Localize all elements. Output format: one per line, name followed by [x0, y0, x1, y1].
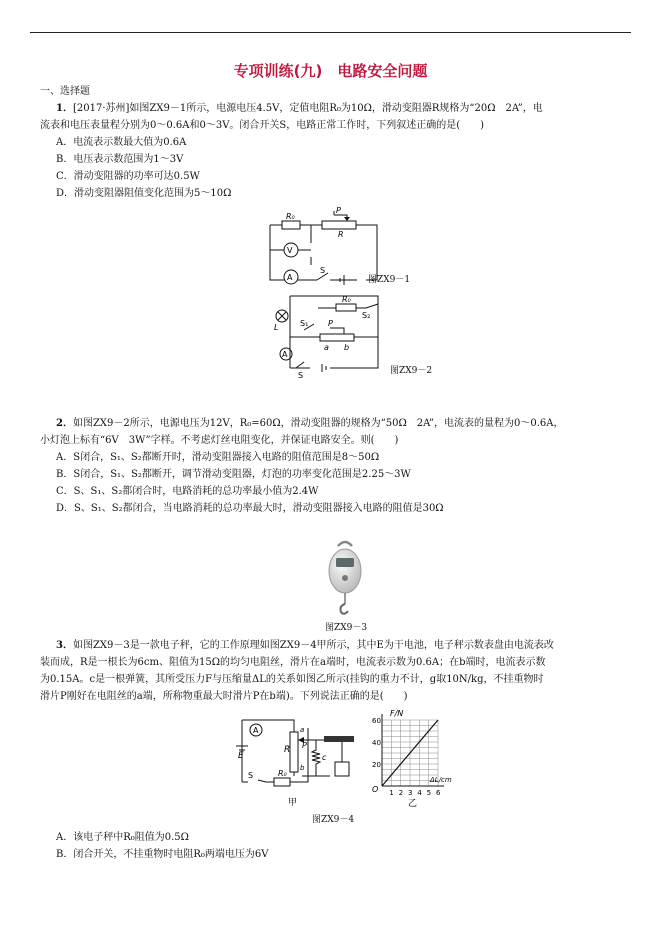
label-r: R: [338, 230, 344, 239]
q1-line-1: 1．[2017·苏州]如图ZX9－1所示，电源电压4.5V，定值电阻R₀为10Ω，滑动变阻器R规格为“20Ω 2A”，电: [56, 103, 543, 114]
ammeter-icon-2: A: [282, 350, 288, 359]
label-r0: R₀: [286, 212, 295, 221]
label-a-4: a: [300, 726, 305, 734]
q1-number: 1．: [56, 103, 73, 114]
q2-option-c: C．S、S₁、S₂都闭合时，电路消耗的总功率最小值为2.4W: [56, 486, 319, 497]
top-rule: [30, 32, 631, 33]
q1-line-2: 流表和电压表量程分别为0～0.6A和0～3V。闭合开关S，电路正常工作时，下列叙述正确的是( ): [40, 120, 485, 131]
voltmeter-icon: V: [287, 246, 293, 255]
label-p: P: [336, 206, 341, 215]
label-s2: S₂: [362, 311, 371, 320]
q3-line-2: 装而成，R是一根长为6cm、阻值为15Ω的均匀电阻丝，滑片在a端时，电流表示数为0.6A；在b端时，电流表示数: [40, 657, 546, 668]
y-axis-label: F/N: [390, 709, 404, 718]
figure-1-caption: 图ZX9－1: [368, 275, 411, 285]
ammeter-icon: A: [287, 273, 293, 282]
label-a-end: a: [324, 343, 329, 352]
x-axis-label: ΔL/cm: [430, 776, 452, 784]
label-e: E: [238, 751, 244, 761]
y-tick-label: 60: [372, 717, 381, 725]
q3-line-3: 为0.15A。c是一根弹簧，其所受压力F与压缩量ΔL的关系如图乙所示(挂钩的重力不计，g取10N/kg，不挂重物时: [40, 674, 544, 685]
q2-option-b: B．S闭合，S₁、S₂都断开，调节滑动变阻器，灯泡的功率变化范围是2.25～3W: [56, 469, 411, 480]
y-tick-label: 20: [372, 761, 381, 769]
q2-line-1: 2．如图ZX9－2所示，电源电压为12V，R₀=60Ω，滑动变阻器的规格为“50Ω 2A”，电流表的量程为0～0.6A，: [56, 418, 564, 429]
label-l: L: [274, 323, 279, 332]
q1-option-c: C．滑动变阻器的功率可达0.5W: [56, 171, 200, 182]
label-r0-4: R₀: [278, 769, 287, 778]
origin-label: O: [372, 785, 379, 794]
label-b-4: b: [300, 764, 305, 772]
label-p-2: P: [328, 319, 333, 328]
y-tick-label: 40: [372, 739, 381, 747]
q2-option-d: D．S、S₁、S₂都闭合，当电路消耗的总功率最大时，滑动变阻器接入电路的阻值是30Ω: [56, 503, 444, 514]
section-heading: 一、选择题: [40, 86, 90, 97]
q1-option-d: D．滑动变阻器阻值变化范围为5～10Ω: [56, 188, 232, 199]
x-tick-label: 4: [417, 789, 422, 797]
figure-3-caption: 图ZX9－3: [325, 623, 368, 633]
q2-option-a: A．S闭合，S₁、S₂都断开时，滑动变阻器接入电路的阻值范围是8～50Ω: [56, 452, 380, 463]
label-p-4: P: [302, 741, 307, 750]
q3-option-b: B．闭合开关，不挂重物时电阻R₀两端电压为6V: [56, 849, 269, 860]
q2-number: 2．: [56, 418, 73, 429]
x-tick-label: 6: [436, 789, 441, 797]
label-r0-2: R₀: [342, 295, 351, 304]
force-compression-graph: [370, 708, 460, 810]
q1-option-b: B．电压表示数范围为1～3V: [56, 154, 184, 165]
label-s-2: S: [298, 371, 304, 380]
q3-number: 3．: [56, 640, 73, 651]
x-tick-label: 1: [389, 789, 394, 797]
circuit-figure-4-jia: [228, 710, 368, 810]
label-r-4: R: [284, 745, 291, 755]
electronic-scale-image: [310, 538, 380, 623]
label-s-4: S: [248, 771, 254, 780]
q3-option-a: A．该电子秤中R₀阻值为0.5Ω: [56, 832, 189, 843]
q3-line-1: 3．如图ZX9－3是一款电子秤，它的工作原理如图ZX9－4甲所示，其中E为干电池，电子秤示数表盘由电流表改: [56, 640, 554, 651]
label-b-end: b: [344, 343, 350, 352]
q2-line-2: 小灯泡上标有“6V 3W”字样。不考虑灯丝电阻变化，并保证电路安全。则( ): [40, 435, 399, 446]
label-yi: 乙: [408, 799, 418, 809]
x-tick-label: 2: [398, 789, 404, 797]
label-s1: S₁: [300, 319, 309, 328]
ammeter-icon-4: A: [253, 726, 259, 735]
slider-arrow-icon: [344, 217, 350, 221]
lever-bar: [324, 736, 354, 742]
label-jia: 甲: [288, 798, 298, 808]
q3-line-4: 滑片P刚好在电阻丝的a端，所称物重最大时滑片P在b端)。下列说法正确的是( ): [40, 691, 408, 702]
page-title: 专项训练(九) 电路安全问题: [233, 62, 428, 80]
q1-option-a: A．电流表示数最大值为0.6A: [56, 137, 187, 148]
x-tick-label: 5: [426, 789, 432, 797]
label-c: c: [322, 753, 327, 762]
label-s: S: [320, 266, 326, 275]
x-tick-label: 3: [408, 789, 413, 797]
circuit-figure-2: [270, 290, 390, 380]
figure-4-caption: 图ZX9－4: [312, 815, 355, 825]
figure-2-caption: 图ZX9－2: [390, 366, 433, 376]
